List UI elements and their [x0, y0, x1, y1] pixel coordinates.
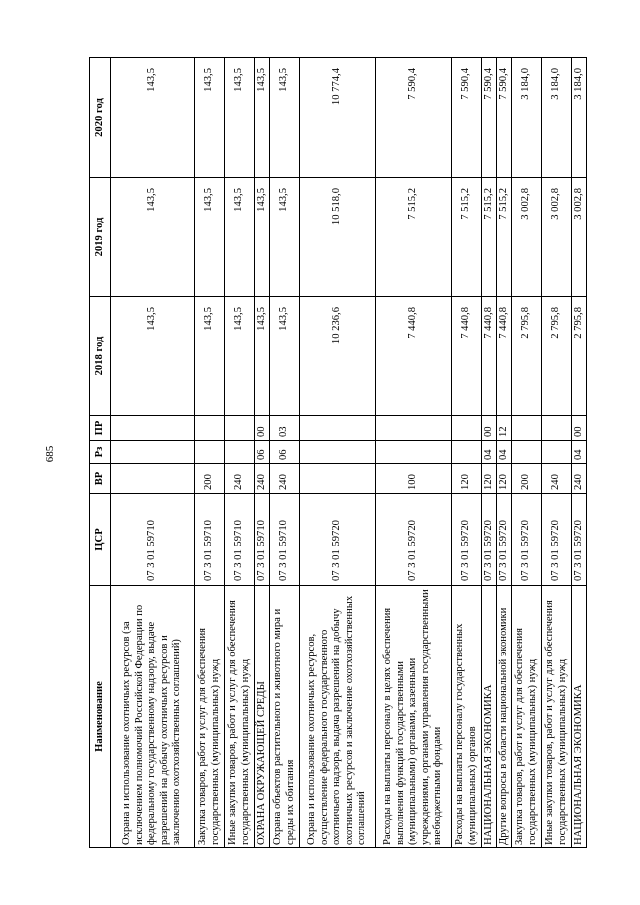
cell-name: Расходы на выплаты персоналу государственных (муниципальных) органов — [452, 586, 482, 848]
header-vr: ВР — [90, 464, 111, 494]
cell-2018: 7 440,8 — [452, 297, 482, 416]
cell-name: ОХРАНА ОКРУЖАЮЩЕЙ СРЕДЫ — [255, 586, 270, 848]
cell-csr: 07 3 01 59720 — [300, 494, 376, 586]
cell-2018: 7 440,8 — [376, 297, 452, 416]
cell-2018: 2 795,8 — [542, 297, 572, 416]
cell-vr: 100 — [376, 464, 452, 494]
table-row — [255, 58, 270, 848]
cell-2020: 7 590,4 — [452, 58, 482, 178]
cell-2019: 143,5 — [195, 178, 225, 297]
table-row — [300, 58, 376, 848]
cell-rz: 04 — [497, 441, 512, 464]
cell-rz — [225, 441, 255, 464]
budget-table — [89, 57, 587, 848]
cell-csr: 07 3 01 59710 — [111, 494, 195, 586]
cell-2019: 7 515,2 — [497, 178, 512, 297]
table-row — [376, 58, 452, 848]
cell-2018: 143,5 — [225, 297, 255, 416]
cell-vr: 240 — [225, 464, 255, 494]
cell-2018: 10 236,6 — [300, 297, 376, 416]
header-pr: ПР — [90, 416, 111, 441]
cell-name: Закупка товаров, работ и услуг для обеспечения государственных (муниципальных) нужд — [195, 586, 225, 848]
cell-vr: 120 — [452, 464, 482, 494]
cell-2020: 7 590,4 — [376, 58, 452, 178]
cell-rz — [512, 441, 542, 464]
cell-2020: 7 590,4 — [482, 58, 497, 178]
cell-pr — [225, 416, 255, 441]
cell-pr: 00 — [572, 416, 587, 441]
cell-pr — [300, 416, 376, 441]
cell-rz — [376, 441, 452, 464]
cell-2019: 143,5 — [255, 178, 270, 297]
cell-pr: 00 — [255, 416, 270, 441]
cell-rz: 06 — [255, 441, 270, 464]
cell-pr — [195, 416, 225, 441]
cell-2020: 3 184,0 — [512, 58, 542, 178]
cell-csr: 07 3 01 59710 — [270, 494, 300, 586]
cell-2019: 143,5 — [225, 178, 255, 297]
cell-2019: 7 515,2 — [452, 178, 482, 297]
header-2020: 2020 год — [90, 58, 111, 178]
cell-vr: 240 — [255, 464, 270, 494]
cell-csr: 07 3 01 59720 — [452, 494, 482, 586]
cell-pr — [376, 416, 452, 441]
cell-csr: 07 3 01 59720 — [542, 494, 572, 586]
cell-vr: 240 — [572, 464, 587, 494]
table-row — [542, 58, 572, 848]
cell-pr: 00 — [482, 416, 497, 441]
cell-pr — [512, 416, 542, 441]
cell-2019: 143,5 — [270, 178, 300, 297]
cell-2020: 143,5 — [225, 58, 255, 178]
cell-csr: 07 3 01 59710 — [195, 494, 225, 586]
cell-2018: 143,5 — [270, 297, 300, 416]
cell-name: Расходы на выплаты персоналу в целях обеспечения выполнения функций государственными (муниципальными) органами, казенными учреждениями, органами управления государственными внебюджетными фондами — [376, 586, 452, 848]
cell-csr: 07 3 01 59710 — [255, 494, 270, 586]
cell-name: Закупка товаров, работ и услуг для обеспечения государственных (муниципальных) нужд — [512, 586, 542, 848]
cell-2019: 3 002,8 — [512, 178, 542, 297]
table-row — [482, 58, 497, 848]
cell-name: НАЦИОНАЛЬНАЯ ЭКОНОМИКА — [482, 586, 497, 848]
cell-2018: 143,5 — [195, 297, 225, 416]
cell-2018: 2 795,8 — [512, 297, 542, 416]
cell-rz: 04 — [572, 441, 587, 464]
cell-vr: 200 — [195, 464, 225, 494]
cell-2019: 3 002,8 — [542, 178, 572, 297]
cell-name: Охрана и использование охотничьих ресурсов (за исключением полномочий Российской Федерации по федеральному государственному надзору, выдаче разрешений на добычу охотничьих ресурсов и заключению охотхозяйственных соглашений) — [111, 586, 195, 848]
cell-name: НАЦИОНАЛЬНАЯ ЭКОНОМИКА — [572, 586, 587, 848]
cell-2019: 7 515,2 — [482, 178, 497, 297]
table-row — [195, 58, 225, 848]
cell-rz — [452, 441, 482, 464]
cell-2019: 10 518,0 — [300, 178, 376, 297]
cell-2018: 143,5 — [111, 297, 195, 416]
cell-pr: 03 — [270, 416, 300, 441]
table-header-row — [90, 58, 111, 848]
cell-2020: 10 774,4 — [300, 58, 376, 178]
cell-2020: 143,5 — [270, 58, 300, 178]
cell-2018: 7 440,8 — [497, 297, 512, 416]
table-row — [225, 58, 255, 848]
rotated-table-container — [89, 58, 584, 848]
table-row — [497, 58, 512, 848]
page-number: 685 — [44, 445, 56, 463]
table-row — [572, 58, 587, 848]
cell-csr: 07 3 01 59720 — [497, 494, 512, 586]
table-row — [512, 58, 542, 848]
cell-csr: 07 3 01 59710 — [225, 494, 255, 586]
table-row — [452, 58, 482, 848]
cell-2020: 7 590,4 — [497, 58, 512, 178]
header-2019: 2019 год — [90, 178, 111, 297]
cell-csr: 07 3 01 59720 — [376, 494, 452, 586]
cell-2020: 3 184,0 — [542, 58, 572, 178]
cell-rz — [111, 441, 195, 464]
cell-vr: 120 — [482, 464, 497, 494]
cell-name: Охрана объектов растительного и животного мира и среды их обитания — [270, 586, 300, 848]
cell-pr — [452, 416, 482, 441]
cell-rz — [300, 441, 376, 464]
cell-vr: 240 — [542, 464, 572, 494]
cell-csr: 07 3 01 59720 — [572, 494, 587, 586]
cell-pr — [542, 416, 572, 441]
cell-rz: 06 — [270, 441, 300, 464]
cell-rz: 04 — [482, 441, 497, 464]
header-2018: 2018 год — [90, 297, 111, 416]
table-row — [111, 58, 195, 848]
cell-vr: 120 — [497, 464, 512, 494]
cell-rz — [542, 441, 572, 464]
cell-2019: 143,5 — [111, 178, 195, 297]
cell-2020: 143,5 — [195, 58, 225, 178]
cell-vr: 200 — [512, 464, 542, 494]
header-rz: Рз — [90, 441, 111, 464]
cell-2020: 3 184,0 — [572, 58, 587, 178]
cell-name: Иные закупки товаров, работ и услуг для обеспечения государственных (муниципальных) нужд — [225, 586, 255, 848]
cell-2019: 3 002,8 — [572, 178, 587, 297]
cell-name: Охрана и использование охотничьих ресурсов, осуществление федерального государственного охотничьего надзора, выдача разрешений на добычу охотничьих ресурсов и заключение охотхозяйственных соглашений — [300, 586, 376, 848]
cell-rz — [195, 441, 225, 464]
cell-csr: 07 3 01 59720 — [512, 494, 542, 586]
cell-name: Другие вопросы в области национальной экономики — [497, 586, 512, 848]
cell-csr: 07 3 01 59720 — [482, 494, 497, 586]
cell-2018: 143,5 — [255, 297, 270, 416]
cell-vr: 240 — [270, 464, 300, 494]
cell-2018: 7 440,8 — [482, 297, 497, 416]
cell-2020: 143,5 — [111, 58, 195, 178]
cell-vr — [300, 464, 376, 494]
cell-2019: 7 515,2 — [376, 178, 452, 297]
cell-pr: 12 — [497, 416, 512, 441]
cell-pr — [111, 416, 195, 441]
header-csr: ЦСР — [90, 494, 111, 586]
cell-2020: 143,5 — [255, 58, 270, 178]
header-name: Наименование — [90, 586, 111, 848]
cell-2018: 2 795,8 — [572, 297, 587, 416]
cell-name: Иные закупки товаров, работ и услуг для обеспечения государственных (муниципальных) нужд — [542, 586, 572, 848]
cell-vr — [111, 464, 195, 494]
table-row — [270, 58, 300, 848]
